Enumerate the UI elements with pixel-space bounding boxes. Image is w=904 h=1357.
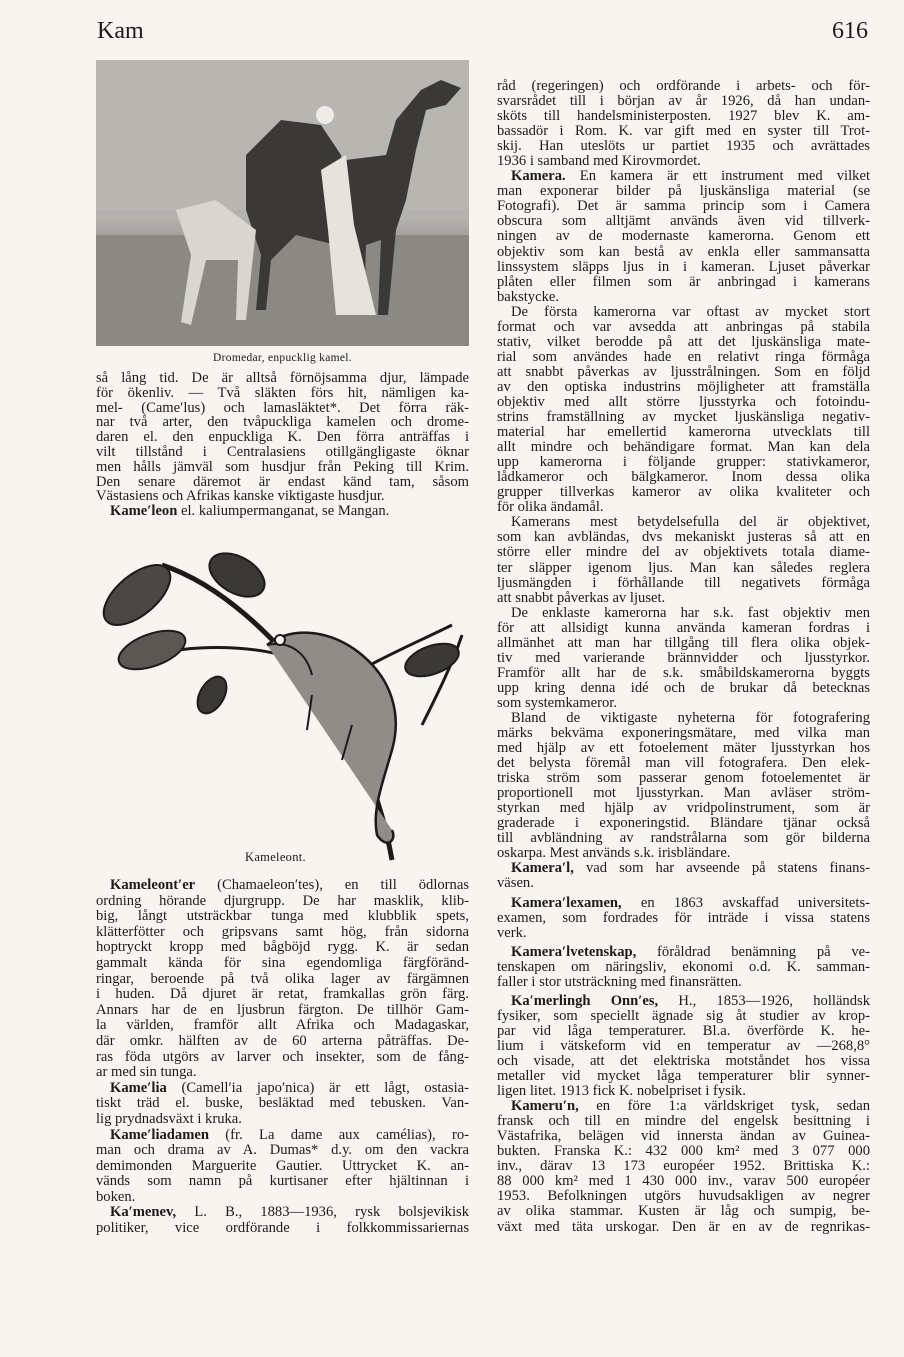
line-text: fransk och till en mindre del engelsk besittning i <box>497 1113 870 1130</box>
line-text: allmänhet att man har tillgång till flera olika objek- <box>497 634 870 651</box>
line-text: big, långt utsträckbar tunga med klubblik spets, <box>96 908 469 925</box>
line-text: till avbländning av randstrålarna som gör bilderna <box>497 830 870 847</box>
text-line <box>96 460 469 475</box>
line-text: för att allsidigt kunna använda kameran fordras i <box>497 619 870 636</box>
line-text: boken. <box>96 1188 136 1205</box>
entry-kamerun <box>497 1099 870 1234</box>
text-line <box>497 440 870 455</box>
text-line <box>497 786 870 801</box>
line-text: vilt tillstånd i Centralasiens otillgängligaste öknar <box>96 443 469 460</box>
text-line <box>96 1174 469 1190</box>
text-line <box>96 1096 469 1112</box>
text-line <box>96 371 469 386</box>
line-text: av olika stammar. Kusten är låg och sumpig, be- <box>497 1203 870 1220</box>
line-text: examen, som fordrades för inträde i vissa statens <box>497 909 870 926</box>
text-line <box>96 1221 469 1237</box>
text-line <box>96 878 469 894</box>
text-line <box>96 1112 469 1128</box>
line-text: allt mindre och behändigare format. Man kan dela <box>497 439 870 456</box>
paragraph <box>497 711 870 861</box>
line-text: ordning hörande djurgrupp. De har masklik, klib- <box>96 892 469 909</box>
line-text: bassadör i Rom. K. var gift med en syster till Trot- <box>497 123 870 140</box>
line-text: mel- (Came′lus) och lamasläktet*. Det förra räk- <box>96 399 469 416</box>
text-line <box>497 1024 870 1039</box>
line-text: obscura som alltjämt används även vid tillverk- <box>497 213 870 230</box>
text-line <box>497 911 870 926</box>
line-text: väsen. <box>497 875 534 892</box>
text-line <box>497 260 870 275</box>
line-text: lium i vätskeform vid en temperatur av —268,8° <box>497 1037 870 1054</box>
line-text: en före 1:a världskriget tysk, sedan <box>596 1098 870 1115</box>
text-line <box>497 365 870 380</box>
line-text: vänds som namn på kurtisaner efter hjältinnan i <box>96 1173 469 1190</box>
text-line <box>497 1144 870 1159</box>
line-text: hoptryckt kropp med bågböjd rygg. K. är sedan <box>96 939 469 956</box>
text-line <box>497 290 870 305</box>
text-line <box>497 139 870 154</box>
line-text: Framför allt har de s.k. småbildskamerorna byggts <box>497 664 870 681</box>
left-column-top <box>96 371 469 519</box>
text-line <box>96 1128 469 1144</box>
line-text: format och var avsedda att anbringas på stabila <box>497 318 870 335</box>
line-text: ljusmängden i förhållande till negativets förmåga <box>497 574 870 591</box>
headword: Kame′liadamen <box>110 1126 209 1143</box>
entry-kamenev <box>96 1205 469 1236</box>
text-line <box>497 994 870 1009</box>
text-line <box>497 109 870 124</box>
text-line <box>497 214 870 229</box>
line-text: inv., därav 13 173 européer 1952. Brittiska K.: <box>497 1158 870 1175</box>
text-line <box>497 726 870 741</box>
line-text: Bland de viktigaste nyheterna för fotografering <box>511 709 870 726</box>
line-text: växt med täta urskogar. Den är en av de regnrikas- <box>497 1218 870 1235</box>
line-text: nar två arter, den tvåpuckliga kamelen och drome- <box>96 414 469 431</box>
text-line <box>497 184 870 199</box>
headword: Kame′leon <box>110 503 178 520</box>
text-line <box>96 386 469 401</box>
paragraph <box>497 79 870 169</box>
line-text: gammalt kända för sina egendomliga färgföränd- <box>96 954 469 971</box>
text-line <box>96 1050 469 1066</box>
text-line <box>497 666 870 681</box>
text-line <box>96 972 469 988</box>
text-line <box>96 1003 469 1019</box>
headword: Kame′lia <box>110 1079 167 1096</box>
line-text: faller i stor utsträckning med finansrätten. <box>497 973 742 990</box>
text-line <box>497 275 870 290</box>
line-text: ringar, beroende på två olika lager av färgämnen <box>96 970 469 987</box>
chameleon-caption: Kameleont. <box>245 850 306 864</box>
text-line <box>497 636 870 651</box>
text-line <box>497 681 870 696</box>
line-text: ras föda utgörs av larver och insekter, som de fång- <box>96 1048 469 1065</box>
text-line <box>497 606 870 621</box>
line-text: demimonden Marguerite Gautier. Uttrycket K. an- <box>96 1157 469 1174</box>
line-text: bukten. Franska K.: 432 000 km² med 3 077 000 <box>497 1143 870 1160</box>
paragraph <box>497 606 870 711</box>
entry-kameleon <box>96 504 469 519</box>
line-text: objektiv med allt större ljusstyrka och fotoindu- <box>497 393 870 410</box>
paragraph <box>497 515 870 605</box>
camel-caption: Dromedar, enpucklig kamel. <box>213 352 352 364</box>
headword: Ka′menev, <box>110 1204 177 1221</box>
text-line <box>497 771 870 786</box>
line-text: En kamera är ett instrument med vilket <box>579 168 870 185</box>
line-text: sköts till handelsministerposten. 1927 blev K. am- <box>497 108 870 125</box>
line-text: 88 000 km² med 1 430 000 inv., varav 500 européer <box>497 1173 870 1190</box>
line-text: politiker, vice ordförande i folkkommissariernas <box>96 1220 469 1237</box>
text-line <box>96 894 469 910</box>
text-line <box>497 1129 870 1144</box>
line-text: för olika ändamål. <box>497 499 604 516</box>
entry-kameralexamen <box>497 896 870 941</box>
text-line <box>497 350 870 365</box>
headword: Ka′merlingh Onn′es, <box>511 992 659 1009</box>
text-line <box>96 1190 469 1206</box>
line-text: graderade i exponeringstid. Bländare tjänar också <box>497 815 870 832</box>
line-text: som kan avbländas, dvs mekaniskt justeras så att en <box>497 529 870 546</box>
text-line <box>497 395 870 410</box>
text-line <box>96 925 469 941</box>
text-line <box>497 926 870 941</box>
entry-kameral <box>497 861 870 891</box>
running-head: Kam <box>97 18 144 44</box>
text-line <box>497 621 870 636</box>
text-line <box>497 816 870 831</box>
text-line <box>96 1018 469 1034</box>
text-line <box>497 169 870 184</box>
line-text: (Camell′ia japo′nica) är ett lågt, ostasia- <box>181 1079 469 1096</box>
text-line <box>497 591 870 606</box>
line-text: fysiker, som speciellt ägnade sig åt studier av krop- <box>497 1007 870 1024</box>
text-line <box>497 94 870 109</box>
line-text: tiskt träd el. buske, besläktad med tebusken. Van- <box>96 1095 469 1112</box>
line-text: objektiv som kan bestå av enkla eller sammansatta <box>497 243 870 260</box>
headword: Kameleont′er <box>110 877 196 893</box>
text-line <box>96 1205 469 1221</box>
line-text: la världen, framför allt Afrika och Madagaskar, <box>96 1017 469 1034</box>
line-text: men hålls jämväl som husdjur från Peking till Krim. <box>96 458 469 475</box>
line-text: lig prydnadsväxt i kruka. <box>96 1110 242 1127</box>
text-line <box>497 320 870 335</box>
line-text: el. kaliumpermanganat, se Mangan. <box>181 503 390 520</box>
line-text: Den senare däremot är endast känd tam, såsom <box>96 473 469 490</box>
line-text: svarsrådet till i början av år 1926, då han undan- <box>497 93 870 110</box>
line-text: föråldrad benämning på ve- <box>657 943 870 960</box>
line-text: styrkan med hjälp av vridpolinstrument, som är <box>497 800 870 817</box>
line-text: och visade, att det elektriska motståndet hos vissa <box>497 1053 870 1069</box>
line-text: man exponerar bilder på ljuskänsliga material (se <box>497 183 870 200</box>
text-line <box>96 1081 469 1097</box>
line-text: Västasiens och Afrikas kanske viktigaste husdjur. <box>96 488 385 505</box>
text-line <box>497 861 870 876</box>
page-number: 616 <box>832 18 868 44</box>
text-line <box>96 956 469 972</box>
line-text: med hjälp av ett fotoelement mäter ljusstyrkan hos <box>497 740 870 757</box>
line-text: De enklaste kamerorna har s.k. fast objektiv men <box>511 604 870 621</box>
headword: Kamera′l, <box>511 860 574 877</box>
line-text: linssystem släpps ljus in i kameran. Ljuset påverkar <box>497 258 870 275</box>
line-text: för ökenliv. — Två släkten förs hit, nämligen ka- <box>96 384 469 401</box>
line-text: ligen litet. 1913 fick K. nobelpriset i fysik. <box>497 1083 746 1100</box>
line-text: De första kamerorna var oftast av mycket stort <box>511 303 870 320</box>
line-text: grupper tillverkas kameror av olika kvaliteter och <box>497 484 870 501</box>
text-line <box>497 1204 870 1219</box>
line-text: märks bekväma exponeringsmätare, med vilka man <box>497 725 870 742</box>
line-text: strins framställning av mycket ljuskänsliga negativ- <box>497 409 870 426</box>
text-line <box>497 530 870 545</box>
text-line <box>497 335 870 350</box>
dromedary-photo <box>96 60 469 346</box>
text-line <box>497 846 870 861</box>
text-line <box>497 199 870 214</box>
text-line <box>497 515 870 530</box>
line-text: material har emellertid kamerorna utvecklats till <box>497 424 870 441</box>
line-text: upp kamerorna i följande grupper: stativkameror, <box>497 454 870 471</box>
line-text: bakstycke. <box>497 288 560 305</box>
line-text: H., 1853—1926, holländsk <box>678 992 870 1009</box>
text-line <box>497 1054 870 1069</box>
line-text: där omkr. hälften av de 60 arterna påträffas. De- <box>96 1032 469 1049</box>
line-text: Kamerans mest betydelsefulla del är objektivet, <box>511 514 870 531</box>
text-line <box>497 756 870 771</box>
text-line <box>497 1159 870 1174</box>
text-line <box>497 1220 870 1235</box>
line-text: upp kring denna idé och de brukar då betecknas <box>497 679 870 696</box>
chameleon-illustration <box>92 545 477 870</box>
left-column-bottom <box>96 878 469 1237</box>
text-line <box>497 305 870 320</box>
line-text: proportionell mot ljusstyrkan. Man avläser ström- <box>497 785 870 802</box>
headword: Kameru′n, <box>511 1098 579 1115</box>
line-text: det belysta föremål man vill fotografera. Den elek- <box>497 755 870 772</box>
text-line <box>497 945 870 960</box>
entry-kamerlinghonnes <box>497 994 870 1099</box>
line-text: metaller vid mycket låga temperaturer blir synner- <box>497 1068 870 1085</box>
line-text: Västafrika, belägen vid innersta ändan av Guinea- <box>497 1128 870 1145</box>
text-line <box>497 876 870 891</box>
line-text: plåten eller filmen som är anbringad i kamerans <box>497 273 870 290</box>
text-line <box>497 1114 870 1129</box>
line-text: råd (regeringen) och ordförande i arbets- och för- <box>497 78 870 94</box>
text-line <box>497 380 870 395</box>
text-line <box>497 154 870 169</box>
text-line <box>96 401 469 416</box>
text-line <box>96 940 469 956</box>
text-line <box>497 960 870 975</box>
line-text: tenskapen om näringsliv, ekonomi o.d. K. samman- <box>497 958 870 975</box>
headword: Kamera′lexamen, <box>511 894 622 911</box>
line-text: man och drama av A. Dumas* d.y. om den vackra <box>96 1142 469 1159</box>
line-text: ar med sin tunga. <box>96 1064 197 1081</box>
text-line <box>96 489 469 504</box>
text-line <box>497 79 870 94</box>
line-text: (fr. La dame aux camélias), ro- <box>225 1126 469 1143</box>
text-line <box>497 711 870 726</box>
line-text: verk. <box>497 924 527 941</box>
text-line <box>497 741 870 756</box>
text-line <box>497 124 870 139</box>
entry-kameralvetenskap <box>497 945 870 990</box>
text-line <box>497 229 870 244</box>
text-line <box>497 896 870 911</box>
line-text: större eller mindre del av objektivets totala diame- <box>497 544 870 561</box>
text-line <box>497 410 870 425</box>
line-text: som systemkameror. <box>497 694 617 711</box>
text-line <box>497 651 870 666</box>
right-column <box>497 79 870 1235</box>
text-line <box>96 445 469 460</box>
text-line <box>497 455 870 470</box>
text-line <box>96 1159 469 1175</box>
text-line <box>497 801 870 816</box>
line-text: att snabbt påverkas av ljuset. <box>497 589 666 606</box>
line-text: lådkameror och bälgkameror. Inom dessa olika <box>497 469 870 486</box>
text-line <box>497 576 870 591</box>
line-text: (Chamaeleon′tes), en till ödlornas <box>217 877 469 893</box>
entry-kameliadamen <box>96 1128 469 1206</box>
line-text: par vid låga temperaturer. Bl.a. överförde K. he- <box>497 1022 870 1039</box>
text-line <box>96 1143 469 1159</box>
text-line <box>96 987 469 1003</box>
text-line <box>497 1189 870 1204</box>
text-line <box>497 425 870 440</box>
text-line <box>497 1174 870 1189</box>
line-text: vad som har avseende på statens finans- <box>585 860 871 877</box>
text-line <box>497 485 870 500</box>
text-line <box>497 545 870 560</box>
line-text: så lång tid. De är alltså förnöjsamma djur, lämpade <box>96 370 469 386</box>
line-text: en 1863 avskaffad universitets- <box>640 894 870 911</box>
entry-kamelia <box>96 1081 469 1128</box>
headword: Kamera. <box>511 168 566 185</box>
line-text: skij. Han uteslöts ur partiet 1935 och avrättades <box>497 138 870 155</box>
text-line <box>96 415 469 430</box>
line-text: Annars har de en ljusbrun färgton. De tillhör Gam- <box>96 1001 469 1018</box>
headword: Kamera′lvetenskap, <box>511 943 637 960</box>
text-line <box>497 1099 870 1114</box>
text-line <box>96 1065 469 1081</box>
text-line <box>96 909 469 925</box>
text-line <box>497 1039 870 1054</box>
line-text: Fotografi). Det är samma princip som i Camera <box>497 198 870 215</box>
line-text: oskarpa. Mest används s.k. irisbländare. <box>497 845 731 862</box>
text-line <box>497 696 870 711</box>
text-line <box>497 245 870 260</box>
line-text: att snabbt påverkas av ljusstrålningen. Som en följd <box>497 363 870 380</box>
paragraph <box>497 305 870 516</box>
text-line <box>96 430 469 445</box>
text-line <box>497 975 870 990</box>
line-text: 1953. Befolkningen utgörs huvudsakligen av negrer <box>497 1188 870 1205</box>
text-line <box>497 561 870 576</box>
text-line <box>96 1034 469 1050</box>
text-line <box>497 831 870 846</box>
line-text: klätterfötter och gripsvans samt hög, från sidorna <box>96 923 469 940</box>
text-line <box>497 1069 870 1084</box>
line-text: ter släpper igenom ljus. Man kan således reglera <box>497 559 870 576</box>
entry-kamera <box>497 169 870 304</box>
text-line <box>96 504 469 519</box>
line-text: rial som användes hade en relativt ringa förmåga <box>497 348 870 365</box>
entry-kameleonter <box>96 878 469 1081</box>
text-line <box>497 1084 870 1099</box>
paragraph <box>96 371 469 504</box>
text-line <box>96 475 469 490</box>
text-line <box>497 470 870 485</box>
line-text: tiv med varierande brännvidder och ljusstyrkor. <box>497 649 870 666</box>
line-text: ningen av de modernaste kamerorna. Genom ett <box>497 228 870 245</box>
text-line <box>497 1009 870 1024</box>
line-text: i huden. Då djuret är retat, framkallas grön färg. <box>96 986 469 1003</box>
line-text: stativ, vilket berodde på att det ljuskänsliga mate- <box>497 333 870 350</box>
line-text: 1936 i samband med Kirovmordet. <box>497 153 701 170</box>
line-text: triska ström som passerar genom fotoelementet är <box>497 770 870 787</box>
line-text: av den optiska industrins möjligheter att framställa <box>497 378 870 395</box>
line-text: L. B., 1883—1936, rysk bolsjevikisk <box>194 1204 469 1221</box>
text-line <box>497 500 870 515</box>
line-text: daren el. den enpuckliga K. Den förra anträffas i <box>96 429 469 446</box>
